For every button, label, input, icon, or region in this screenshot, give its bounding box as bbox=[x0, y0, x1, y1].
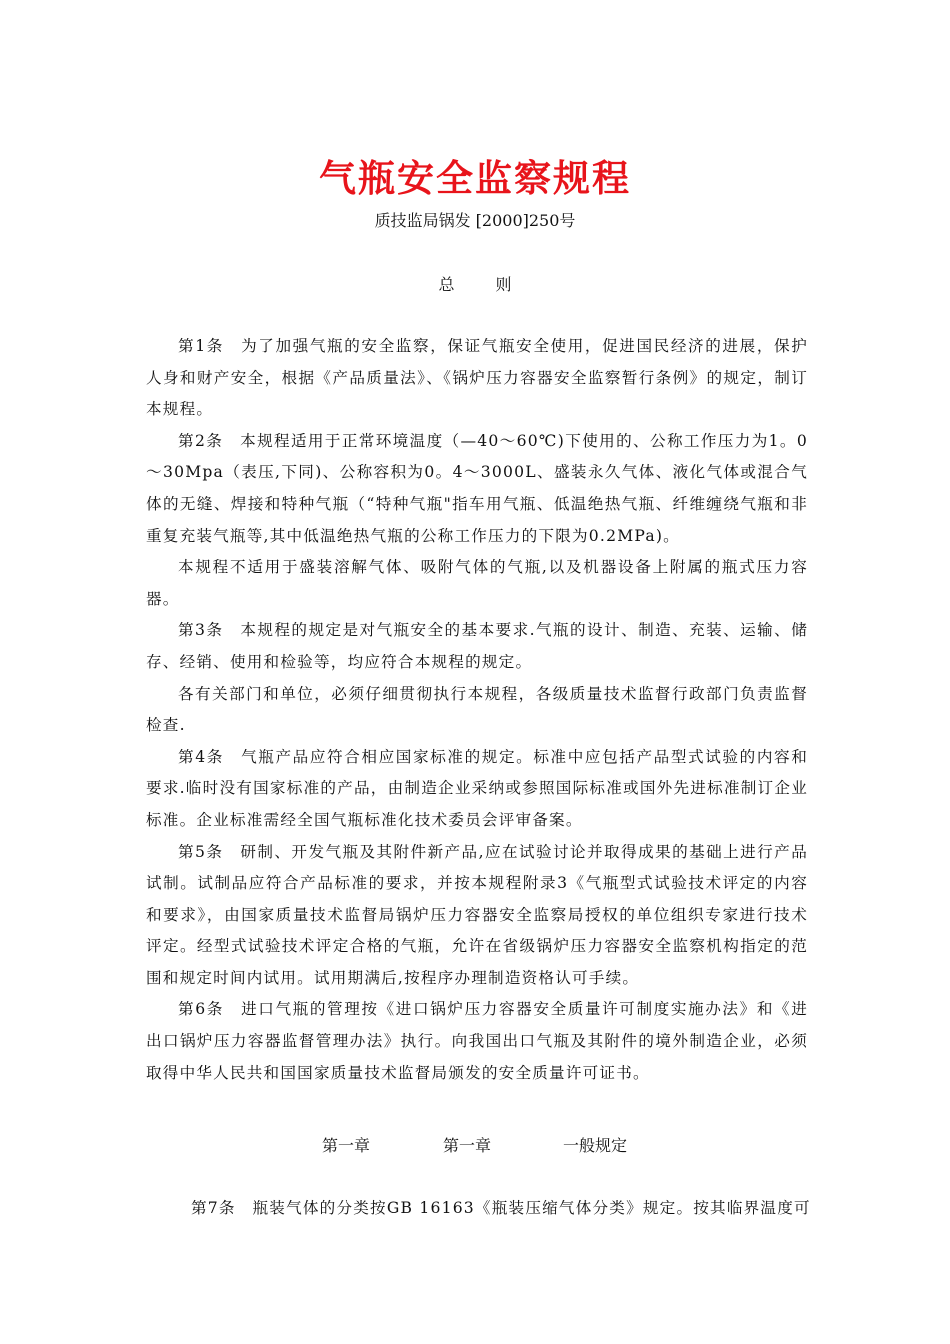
document-number: 质技监局锅发 [2000]250号 bbox=[374, 211, 576, 230]
article-3-supervision: 各有关部门和单位，必须仔细贯彻执行本规程，各级质量技术监督行政部门负责监督检查. bbox=[146, 684, 808, 735]
article-4: 第4条 气瓶产品应符合相应国家标准的规定。标准中应包括产品型式试验的内容和要求.临时没有国家标准的产品，由制造企业采纳或参照国际标准或国外先进标准制订企业标准。企业标准需经全国气瓶标准化技术委员会评审备案。 bbox=[146, 747, 808, 829]
chapter-label-repeat: 第一章 bbox=[443, 1136, 492, 1155]
body-text bbox=[146, 331, 808, 1089]
section-heading: 总 则 bbox=[438, 275, 530, 294]
article-5: 第5条 研制、开发气瓶及其附件新产品,应在试验讨论并取得成果的基础上进行产品试制。试制品应符合产品标准的要求，并按本规程附录3《气瓶型式试验技术评定的内容和要求》，由国家质量技术监督局锅炉压力容器安全监察局授权的单位组织专家进行技术评定。经型式试验技术评定合格的气瓶，允许在省级锅炉压力容器安全监察机构指定的范围和规定时间内试用。试用期满后,按程序办理制造资格认可手续。 bbox=[146, 842, 808, 987]
article-3: 第3条 本规程的规定是对气瓶安全的基本要求.气瓶的设计、制造、充装、运输、储存、经销、使用和检验等，均应符合本规程的规定。 bbox=[146, 621, 808, 671]
chapter-name: 一般规定 bbox=[563, 1136, 628, 1155]
chapter-heading bbox=[0, 1133, 950, 1155]
chapter-label: 第一章 bbox=[322, 1136, 371, 1155]
document-title: 气瓶安全监察规程 bbox=[319, 157, 631, 200]
article-6: 第6条 进口气瓶的管理按《进口锅炉压力容器安全质量许可制度实施办法》和《进出口锅炉压力容器监督管理办法》执行。向我国出口气瓶及其附件的境外制造企业，必须取得中华人民共和国国家质量技术监督局颁发的安全质量许可证书。 bbox=[146, 1000, 808, 1082]
article-2-exclusion: 本规程不适用于盛装溶解气体、吸附气体的气瓶,以及机器设备上附属的瓶式压力容器。 bbox=[146, 558, 808, 608]
article-2: 第2条 本规程适用于正常环境温度（—40～60℃)下使用的、公称工作压力为1。0～30Mpa（表压,下同)、公称容积为0。4～3000L、盛装永久气体、液化气体或混合气体的无缝、焊接和特种气瓶（“特种气瓶"指车用气瓶、低温绝热气瓶、纤维缠绕气瓶和非重复充装气瓶等,其中低温绝热气瓶的公称工作压力的下限为0.2MPa)。 bbox=[146, 431, 808, 545]
article-7: 第7条 瓶装气体的分类按GB 16163《瓶装压缩气体分类》规定。按其临界温度可 bbox=[191, 1199, 811, 1217]
article-1: 第1条 为了加强气瓶的安全监察，保证气瓶安全使用，促进国民经济的进展，保护人身和财产安全，根据《产品质量法》、《锅炉压力容器安全监察暂行条例》的规定，制订本规程。 bbox=[146, 337, 808, 419]
